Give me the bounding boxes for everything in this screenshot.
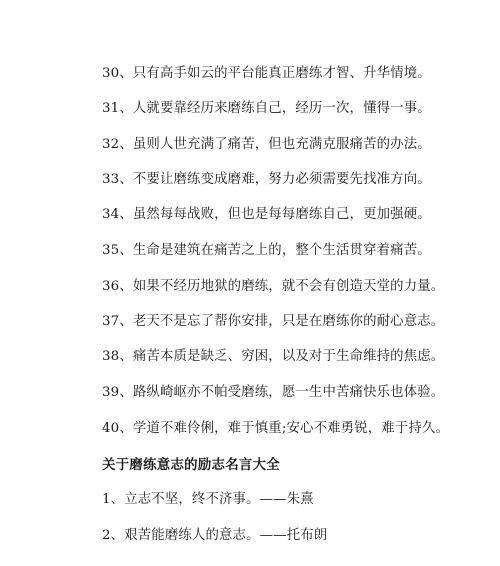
quote-number: 38、 [102, 349, 133, 364]
quote-line [102, 384, 444, 402]
quote-line [102, 491, 314, 509]
quote-line [102, 65, 431, 83]
quote-line [102, 136, 431, 154]
quote-number: 36、 [102, 279, 133, 294]
quote-number: 31、 [102, 101, 133, 116]
quote-number: 40、 [102, 421, 133, 436]
quote-text: 不要让磨练变成磨难，努力必须需要先找准方向。 [132, 172, 431, 187]
quote-number: 39、 [102, 385, 133, 400]
quote-line [102, 100, 431, 118]
quote-text: 学道不难伶俐，难于慎重;安心不难勇锐，难于持久。 [132, 421, 449, 436]
quote-line [102, 278, 444, 296]
quote-text: 痛苦本质是缺乏、穷困，以及对于生命维持的焦虑。 [132, 349, 445, 364]
quote-line [102, 348, 444, 366]
quote-text: 老天不是忘了帮你安排，只是在磨练你的耐心意志。 [132, 314, 445, 329]
quote-line [102, 420, 449, 438]
quote-number: 2、 [102, 528, 125, 543]
quote-number: 34、 [102, 207, 133, 222]
quote-line [102, 527, 327, 545]
quote-line [102, 242, 431, 260]
quote-number: 30、 [102, 66, 133, 81]
quote-line [102, 171, 431, 189]
quote-number: 1、 [102, 492, 125, 507]
quote-number: 33、 [102, 172, 133, 187]
quote-number: 35、 [102, 243, 133, 258]
quote-text: 立志不坚，终不济事。——朱熹 [124, 492, 314, 507]
quote-text: 艰苦能磨练人的意志。——托布朗 [124, 528, 328, 543]
quote-number: 37、 [102, 314, 133, 329]
quote-text: 人就要靠经历来磨练自己，经历一次，懂得一事。 [132, 101, 431, 116]
quote-text: 虽则人世充满了痛苦，但也充满克服痛苦的办法。 [132, 137, 431, 152]
quote-text: 如果不经历地狱的磨练，就不会有创造天堂的力量。 [132, 279, 445, 294]
quote-text: 虽然每每战败，但也是每每磨练自己，更加强硬。 [132, 207, 431, 222]
quote-line [102, 313, 444, 331]
quote-number: 32、 [102, 137, 133, 152]
quote-text: 生命是建筑在痛苦之上的，整个生活贯穿着痛苦。 [132, 243, 431, 258]
section-heading: 关于磨练意志的励志名言大全 [102, 457, 280, 473]
quote-text: 只有高手如云的平台能真正磨练才智、升华情境。 [132, 66, 431, 81]
quote-text: 路纵崎岖亦不帕受磨练，愿一生中苦痛快乐也体验。 [132, 385, 445, 400]
quote-line [102, 206, 431, 224]
